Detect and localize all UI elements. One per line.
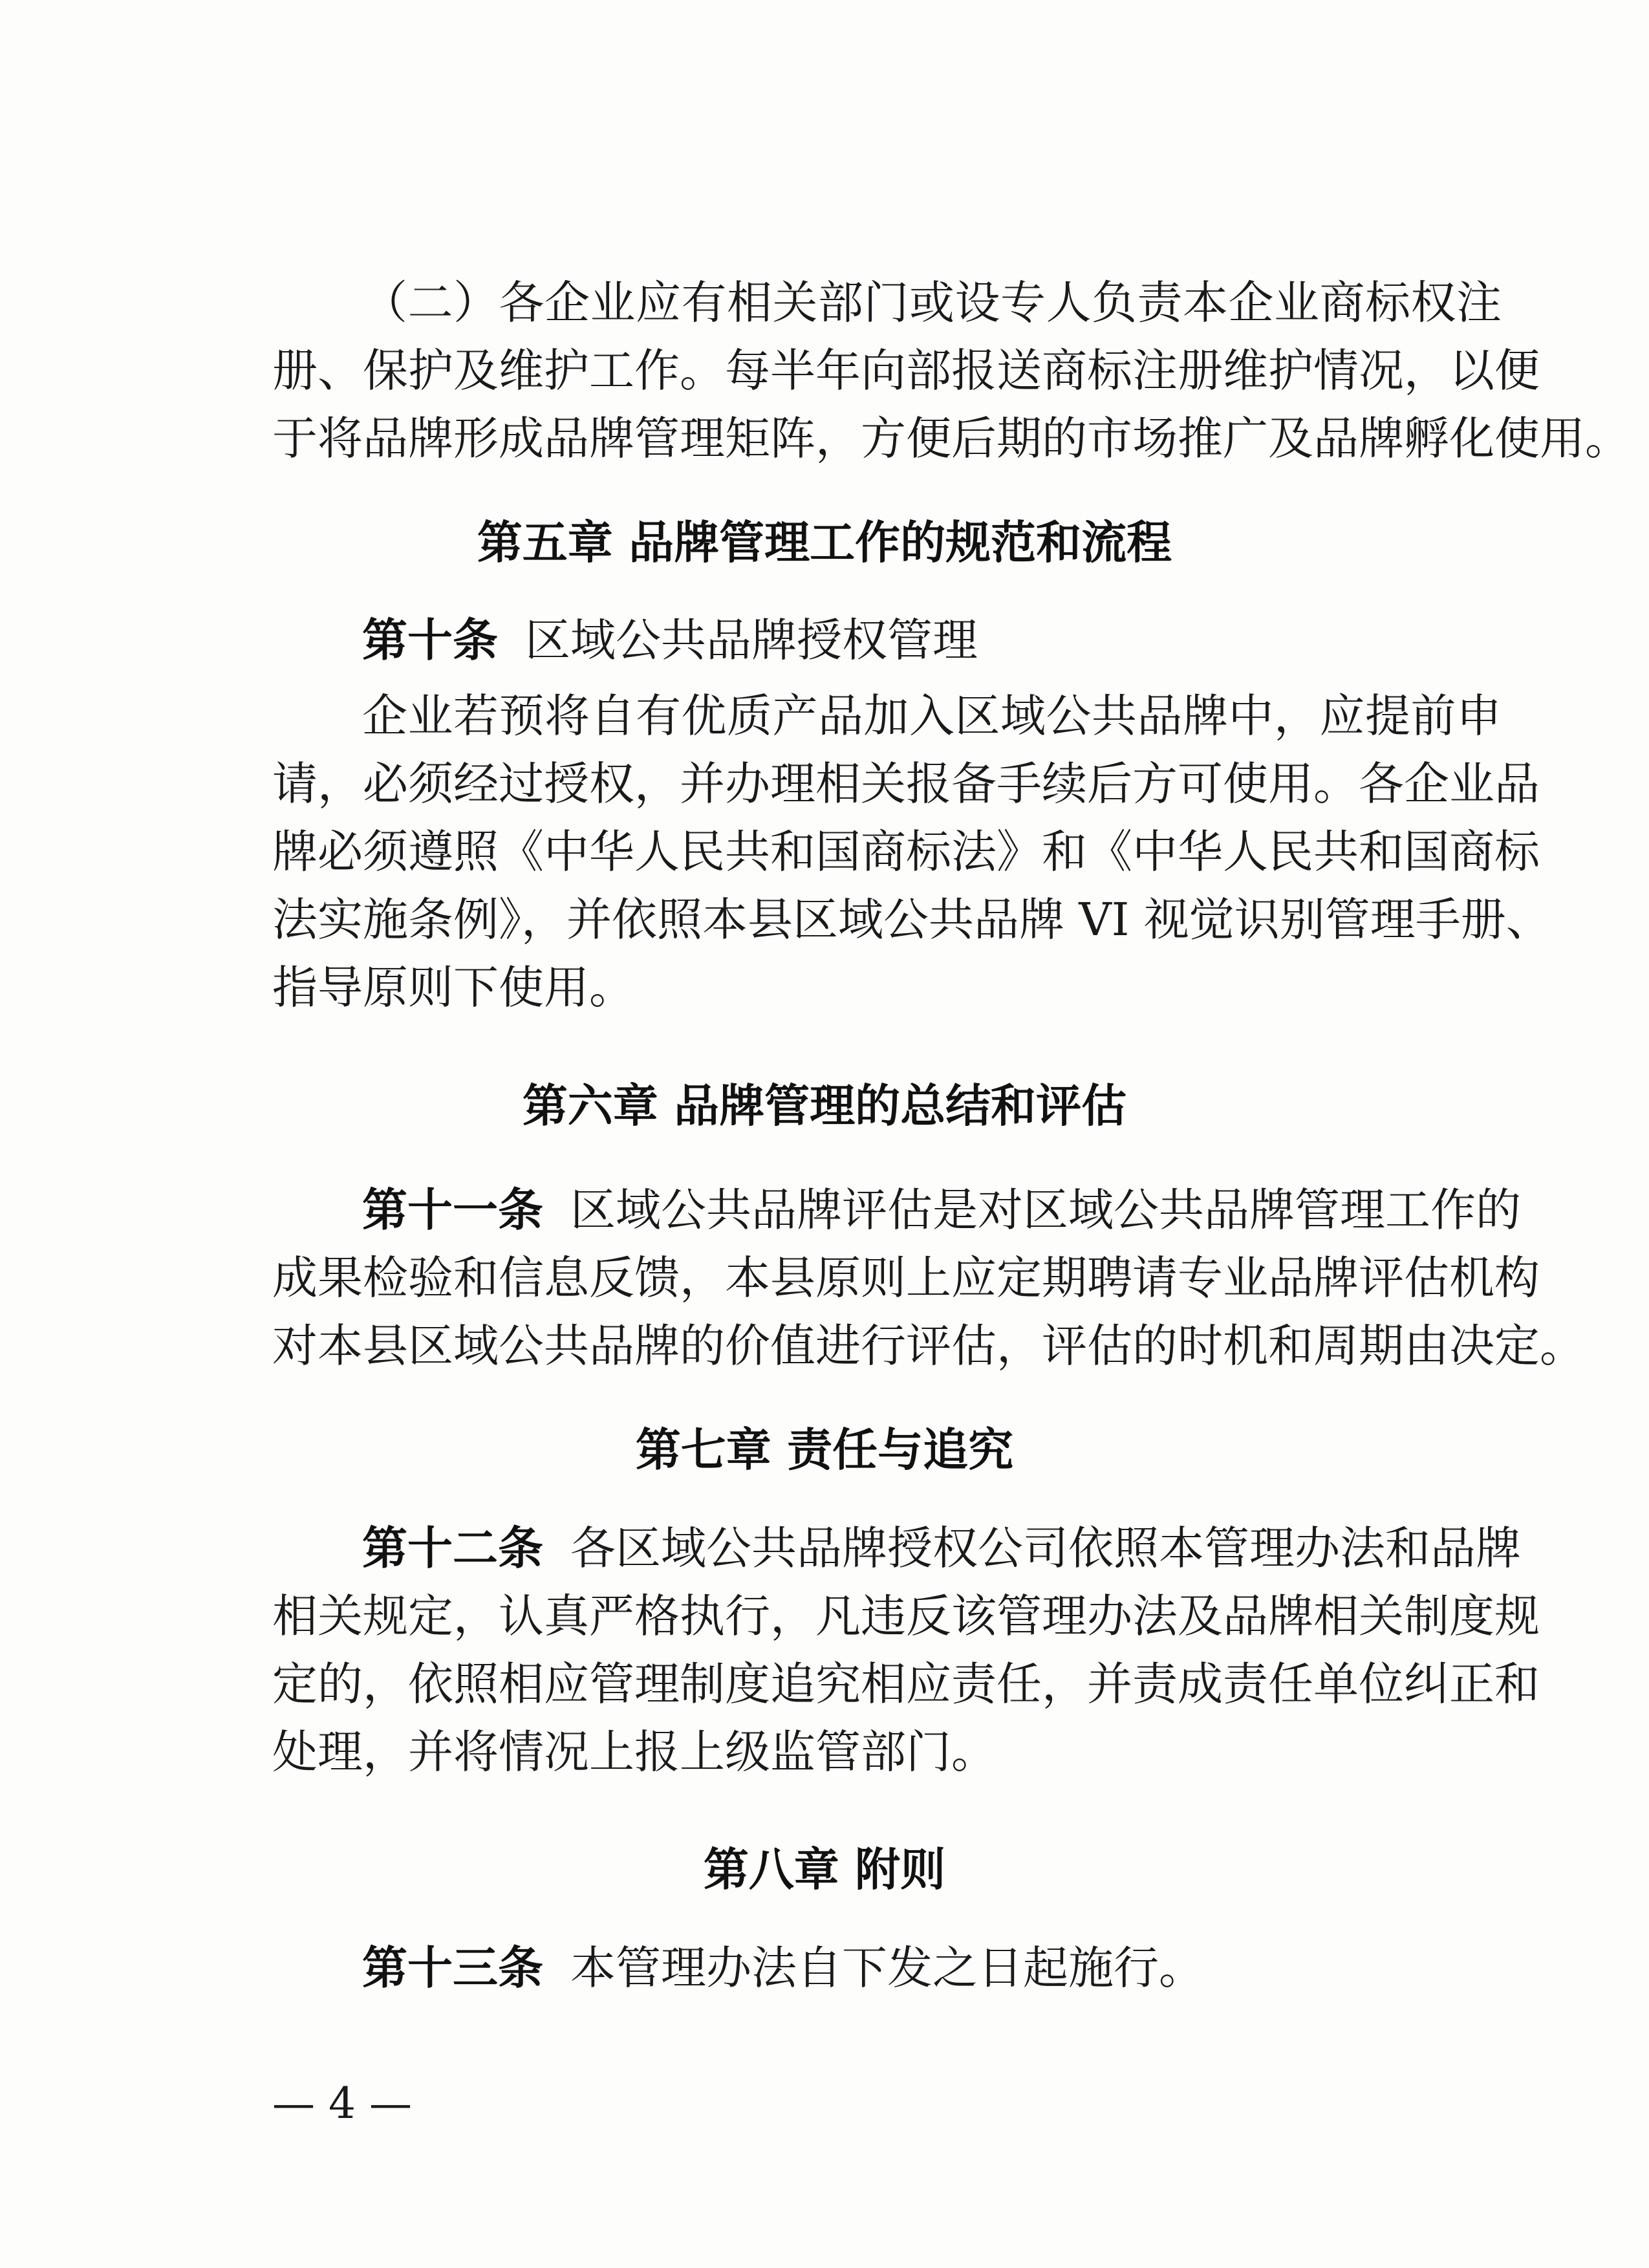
article-10-line-3: 牌必须遵照《中华人民共和国商标法》和《中华人民共和国商标 [272, 825, 1540, 878]
article-11-line-3: 对本县区域公共品牌的价值进行评估，评估的时机和周期由决定。 [272, 1319, 1585, 1372]
chapter-7-heading: 第七章 责任与追究 [635, 1423, 1014, 1476]
article-12-line-2: 相关规定，认真严格执行，凡违反该管理办法及品牌相关制度规 [272, 1590, 1540, 1643]
article-10-label: 第十条 [362, 614, 498, 667]
article-12-text-1: 各区域公共品牌授权公司依照本管理办法和品牌 [570, 1522, 1521, 1575]
article-12-line-1 [362, 1519, 1521, 1577]
article-11-label: 第十一条 [362, 1183, 543, 1237]
paragraph-2-line-2: 册、保护及维护工作。每半年向部报送商标注册维护情况，以便 [272, 344, 1540, 397]
article-12-line-3: 定的，依照相应管理制度追究相应责任，并责成责任单位纠正和 [272, 1658, 1540, 1711]
article-10-line-2: 请，必须经过授权，并办理相关报备手续后方可使用。各企业品 [272, 757, 1540, 810]
article-12-label: 第十二条 [362, 1522, 543, 1575]
article-13-line-1 [362, 1939, 1502, 1997]
article-11-line-2: 成果检验和信息反馈，本县原则上应定期聘请专业品牌评估机构 [272, 1251, 1540, 1304]
article-11-line-1 [362, 1181, 1521, 1239]
chapter-6-heading: 第六章 品牌管理的总结和评估 [522, 1079, 1127, 1132]
chapter-5-heading: 第五章 品牌管理工作的规范和流程 [477, 516, 1172, 569]
article-12-line-4: 处理，并将情况上报上级监管部门。 [272, 1725, 997, 1778]
article-10-line-1: 企业若预将自有优质产品加入区域公共品牌中，应提前申 [362, 689, 1502, 742]
article-13-label: 第十三条 [362, 1941, 543, 1994]
paragraph-2-line-3: 于将品牌形成品牌管理矩阵，方便后期的市场推广及品牌孵化使用。 [272, 412, 1630, 465]
article-10-line-4: 法实施条例》，并依照本县区域公共品牌 VI 视觉识别管理手册、 [272, 893, 1551, 946]
article-10-heading [362, 611, 1502, 669]
paragraph-2-line-1: （二）各企业应有相关部门或设专人负责本企业商标权注 [362, 276, 1502, 329]
page-number: — 4 — [272, 2079, 412, 2128]
article-13-text: 本管理办法自下发之日起施行。 [570, 1941, 1204, 1994]
article-10-line-5: 指导原则下使用。 [272, 961, 634, 1014]
article-10-title: 区域公共品牌授权管理 [525, 614, 978, 667]
chapter-8-heading: 第八章 附则 [703, 1843, 946, 1896]
article-11-text-1: 区域公共品牌评估是对区域公共品牌管理工作的 [570, 1183, 1521, 1237]
